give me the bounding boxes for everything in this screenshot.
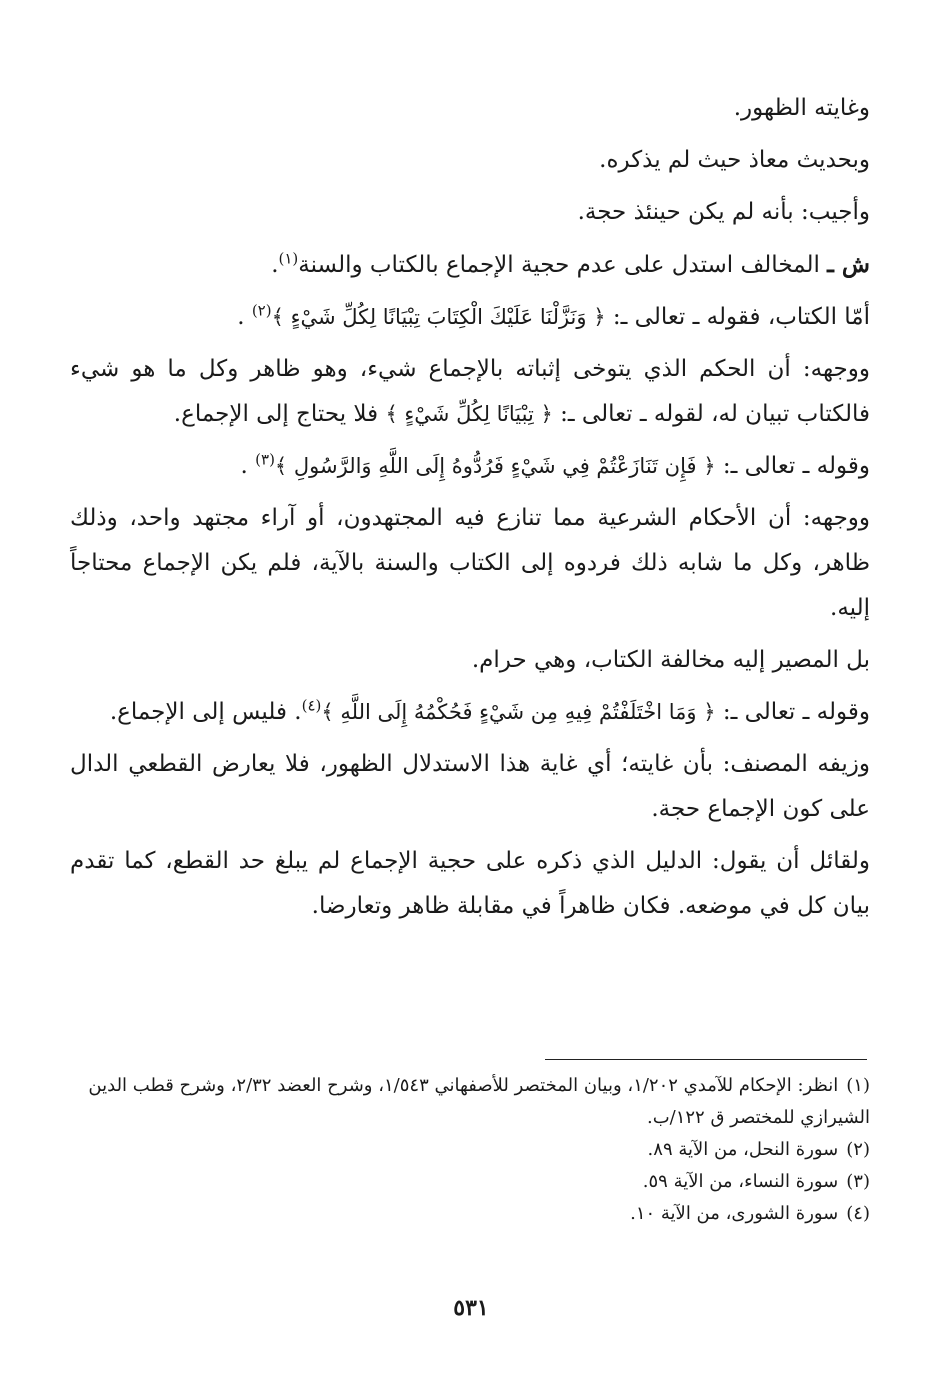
footnote-divider [545,1059,867,1060]
paragraph-7-text: وقوله ـ تعالى ـ: [722,453,870,479]
footnote-text: سورة النساء، من الآية ٥٩. [642,1171,839,1192]
paragraph-5 [70,295,870,340]
paragraph-7-end: . [240,453,248,479]
commentary-marker: ش ـ [827,251,870,278]
footnotes [80,1070,870,1230]
footnote-ref-1[interactable]: (١) [278,249,299,268]
paragraph-6-text-a: ووجهه: أن الحكم الذي يتوخى إثباته بالإجماع شيء، وهو ظاهر وكل ما هو شيء فالكتاب تبيان له، لقوله ـ تعالى ـ: [70,356,870,427]
footnote-4 [80,1198,870,1230]
quran-verse-2: ﴿ تِبْيَانًا لِكُلِّ شَيْءٍ ﴾ [385,402,553,426]
page-number: ٥٣١ [453,1295,489,1321]
footnote-number: (٣) [846,1171,870,1192]
paragraph-8: ووجهه: أن الأحكام الشرعية مما تنازع فيه المجتهدون، أو آراء مجتهد واحد، وذلك ظاهر، وكل ما شابه ذلك فردوه إلى الكتاب والسنة بالآية، فلم يكن الإجماع محتاجاً إليه. [70,505,870,621]
footnote-number: (٢) [846,1139,870,1160]
paragraph-2: وبحديث معاذ حيث لم يذكره. [599,147,870,173]
footnote-ref-4[interactable]: (٤) [301,696,322,715]
quran-verse-3: ﴿ فَإِن تَنَازَعْتُمْ فِي شَيْءٍ فَرُدُّوهُ إِلَى اللَّهِ وَالرَّسُولِ ﴾ [274,454,716,478]
paragraph-10-end: . فليس إلى الإجماع. [109,699,302,725]
paragraph-6 [70,347,870,437]
paragraph-10-text: وقوله ـ تعالى ـ: [722,699,870,725]
footnote-ref-2[interactable]: (٢) [251,301,272,320]
paragraph-11: وزيفه المصنف: بأن غايته؛ أي غاية هذا الاستدلال الظهور، فلا يعارض القطعي الدال على كون الإجماع حجة. [70,751,870,822]
footnote-text: انظر: الإحكام للآمدي ١/٢٠٢، وبيان المختصر للأصفهاني ١/٥٤٣، وشرح العضد ٢/٣٢، وشرح قطب الدين الشيرازي للمختصر ق ١٢٢/ب. [88,1075,870,1128]
paragraph-7 [70,444,870,489]
footnote-ref-3[interactable]: (٣) [255,450,275,469]
quran-verse-4: ﴿ وَمَا اخْتَلَفْتُمْ فِيهِ مِن شَيْءٍ فَحُكْمُهُ إِلَى اللَّهِ ﴾ [321,700,716,724]
paragraph-1: وغايته الظهور. [733,95,870,121]
paragraph-3: وأجيب: بأنه لم يكن حينئذ حجة. [577,199,870,225]
paragraph-12: ولقائل أن يقول: الدليل الذي ذكره على حجية الإجماع لم يبلغ حد القطع، كما تقدم بيان كل في موضعه. فكان ظاهراً في مقابلة ظاهر وتعارضا. [70,848,870,919]
paragraph-4 [70,242,870,288]
footnote-1 [80,1070,870,1134]
footnote-text: سورة الشورى، من الآية ١٠. [630,1203,839,1224]
paragraph-5-text: أمّا الكتاب، فقوله ـ تعالى ـ: [612,304,870,330]
footnote-number: (٤) [846,1203,870,1224]
paragraph-9: بل المصير إليه مخالفة الكتاب، وهي حرام. [471,647,870,673]
quran-verse-1: ﴿ وَنَزَّلْنَا عَلَيْكَ الْكِتَابَ تِبْيَانًا لِكُلِّ شَيْءٍ ﴾ [271,305,606,329]
main-text [70,86,870,936]
footnote-number: (١) [846,1075,870,1096]
paragraph-10 [70,690,870,735]
footnote-2 [80,1134,870,1166]
paragraph-5-end: . [237,304,245,330]
paragraph-4-end: . [271,252,279,278]
paragraph-4-text: المخالف استدل على عدم حجية الإجماع بالكتاب والسنة [298,252,820,278]
footnote-3 [80,1166,870,1198]
footnote-text: سورة النحل، من الآية ٨٩. [647,1139,839,1160]
paragraph-6-text-b: فلا يحتاج إلى الإجماع. [173,401,379,427]
